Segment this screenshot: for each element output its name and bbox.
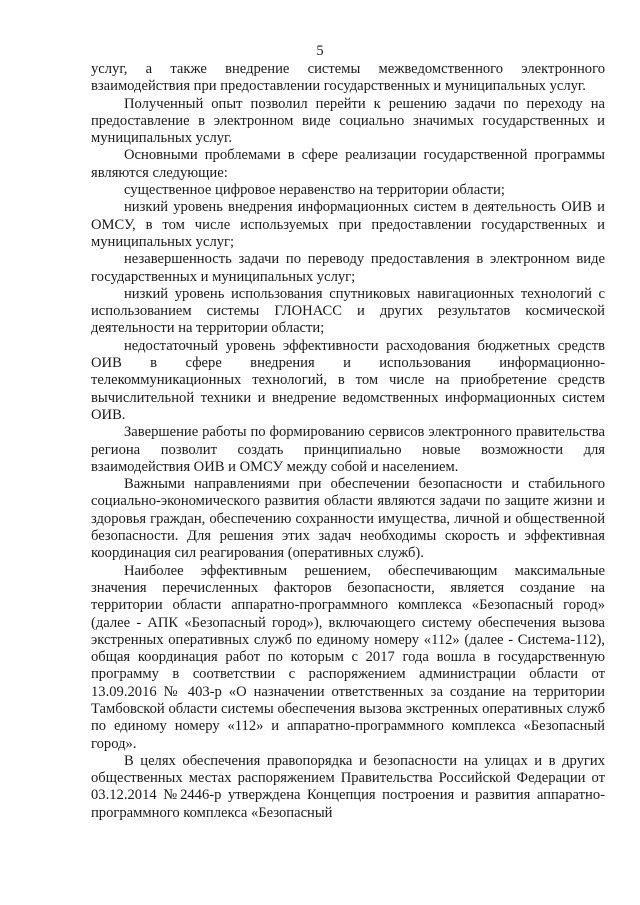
problem-item-electronic-services: незавершенность задачи по переводу предоставления в электронном виде государственных и муниципальных услуг;	[91, 251, 605, 285]
problem-item-information-systems: низкий уровень внедрения информационных систем в деятельность ОИВ и ОМСУ, в том числе используемых при предоставлении государственных и муниципальных услуг;	[91, 199, 605, 250]
paragraph-continuation: услуг, а также внедрение системы межведомственного электронного взаимодействия при предоставлении государственных и муниципальных услуг.	[91, 61, 605, 95]
page-number: 5	[316, 43, 324, 59]
paragraph-safe-city: Наиболее эффективным решением, обеспечивающим максимальные значения перечисленных факторов безопасности, является создание на территории области аппаратно-программного комплекса «Безопасный город» (далее - АПК «Безопасный город»), включающего систему обеспечения вызова экстренных оперативных служб по единому номеру «112» (далее - Система-112), общая координация работ по которым с 2017 года вошла в государственную программу в соответствии с распоряжением администрации области от 13.09.2016 № 403-р «О назначении ответственных за создание на территории Тамбовской области системы обеспечения вызова экстренных оперативных служб по единому номеру «112» и аппаратно-программного комплекса «Безопасный город».	[91, 562, 605, 752]
paragraph-security-directions: Важными направлениями при обеспечении безопасности и стабильного социально-экономического развития области являются задачи по защите жизни и здоровья граждан, обеспечению сохранности имущества, личной и общественной безопасности. Для решения этих задач необходимы скорость и эффективная координация сил реагирования (оперативных служб).	[91, 476, 605, 562]
paragraph-concept: В целях обеспечения правопорядка и безопасности на улицах и в других общественных местах распоряжением Правительства Российской Федерации от 03.12.2014 №2446-р утверждена Концепция построения и развития аппаратно-программного комплекса «Безопасный	[91, 752, 605, 821]
document-body	[91, 61, 605, 822]
paragraph-e-government: Завершение работы по формированию сервисов электронного правительства региона позволит создать принципиально новые возможности для взаимодействия ОИВ и ОМСУ между собой и населением.	[91, 424, 605, 475]
problem-item-budget-efficiency: недостаточный уровень эффективности расходования бюджетных средств ОИВ в сфере внедрения и использования информационно-телекоммуникационных технологий, в том числе на приобретение средств вычислительной техники и внедрение ведомственных информационных систем ОИВ.	[91, 337, 605, 423]
problem-item-digital-inequality: существенное цифровое неравенство на территории области;	[124, 182, 505, 199]
problem-item-glonass: низкий уровень использования спутниковых навигационных технологий с использованием системы ГЛОНАСС и других результатов космической деятельности на территории области;	[91, 285, 605, 337]
paragraph-experience: Полученный опыт позволил перейти к решению задачи по переходу на предоставление в электронном виде социально значимых государственных и муниципальных услуг.	[91, 95, 605, 147]
paragraph-problems-intro: Основными проблемами в сфере реализации государственной программы являются следующие:	[91, 147, 605, 181]
